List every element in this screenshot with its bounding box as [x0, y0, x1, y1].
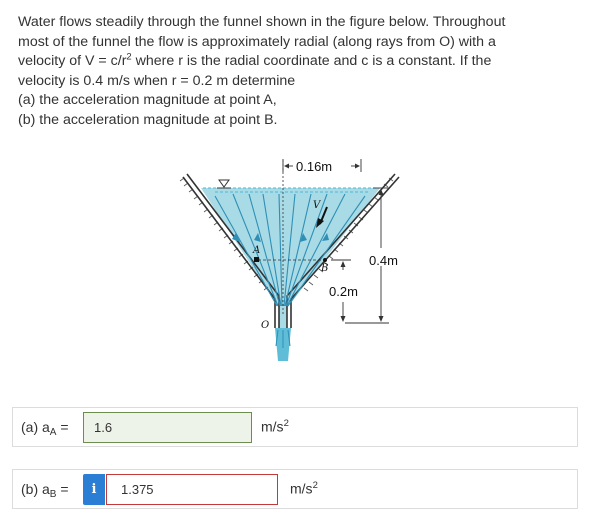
label-point-a: A: [253, 245, 261, 256]
dim-mid-arrow-top: [341, 261, 346, 267]
unit-exponent: 2: [283, 418, 289, 429]
label-point-b: B: [321, 263, 329, 274]
answer-a-label: [21, 419, 69, 438]
label-text: =: [56, 419, 69, 435]
funnel-figure: [175, 156, 415, 366]
point-a-marker: [254, 257, 259, 262]
problem-text: where r is the radial coordinate and c is a constant. If the: [131, 53, 492, 70]
funnel-diagram: [175, 156, 415, 366]
unit-exponent: 2: [312, 480, 318, 491]
problem-statement: [18, 13, 588, 131]
unit-text: m/s: [290, 480, 313, 497]
label-subscript: A: [49, 427, 57, 438]
problem-line: velocity is 0.4 m/s when r = 0.2 m determine: [18, 72, 296, 89]
problem-text: velocity of V = c/r: [18, 53, 127, 70]
problem-line: Water flows steadily through the funnel shown in the figure below. Throughout: [18, 14, 506, 30]
answer-a-input[interactable]: 1.6: [83, 412, 252, 443]
label-text: (b) a: [21, 481, 50, 497]
dim-top-arrow-right: [355, 164, 360, 169]
answer-b-unit: [290, 480, 318, 497]
label-velocity: V: [313, 200, 321, 211]
surface-triangle-icon: [219, 180, 229, 187]
dim-right-label: 0.4m: [369, 253, 398, 268]
dim-right-arrow-bottom: [379, 316, 384, 322]
exponent: 2: [126, 51, 132, 63]
label-text: =: [56, 481, 69, 497]
answer-b-label: [21, 481, 69, 500]
answer-row-b: [12, 469, 578, 509]
label-origin: O: [261, 320, 270, 331]
info-icon[interactable]: i: [83, 474, 105, 505]
label-subscript: B: [49, 489, 57, 500]
dim-mid-arrow-bottom: [341, 316, 346, 322]
problem-line: most of the funnel the flow is approximately radial (along rays from O) with a: [18, 33, 496, 50]
label-text: (a) a: [21, 419, 50, 435]
dim-mid-label: 0.2m: [329, 284, 358, 299]
answer-b-input[interactable]: 1.375: [106, 474, 278, 505]
part-b-prompt: (b) the acceleration magnitude at point B.: [18, 111, 278, 128]
unit-text: m/s: [261, 418, 284, 435]
answer-row-a: [12, 407, 578, 447]
point-b-marker: [323, 258, 327, 262]
dim-top-label: 0.16m: [296, 159, 333, 174]
part-a-prompt: (a) the acceleration magnitude at point A,: [18, 92, 277, 109]
dim-top-arrow-left: [284, 164, 289, 169]
problem-line: [18, 52, 588, 72]
answer-a-unit: [261, 418, 289, 435]
